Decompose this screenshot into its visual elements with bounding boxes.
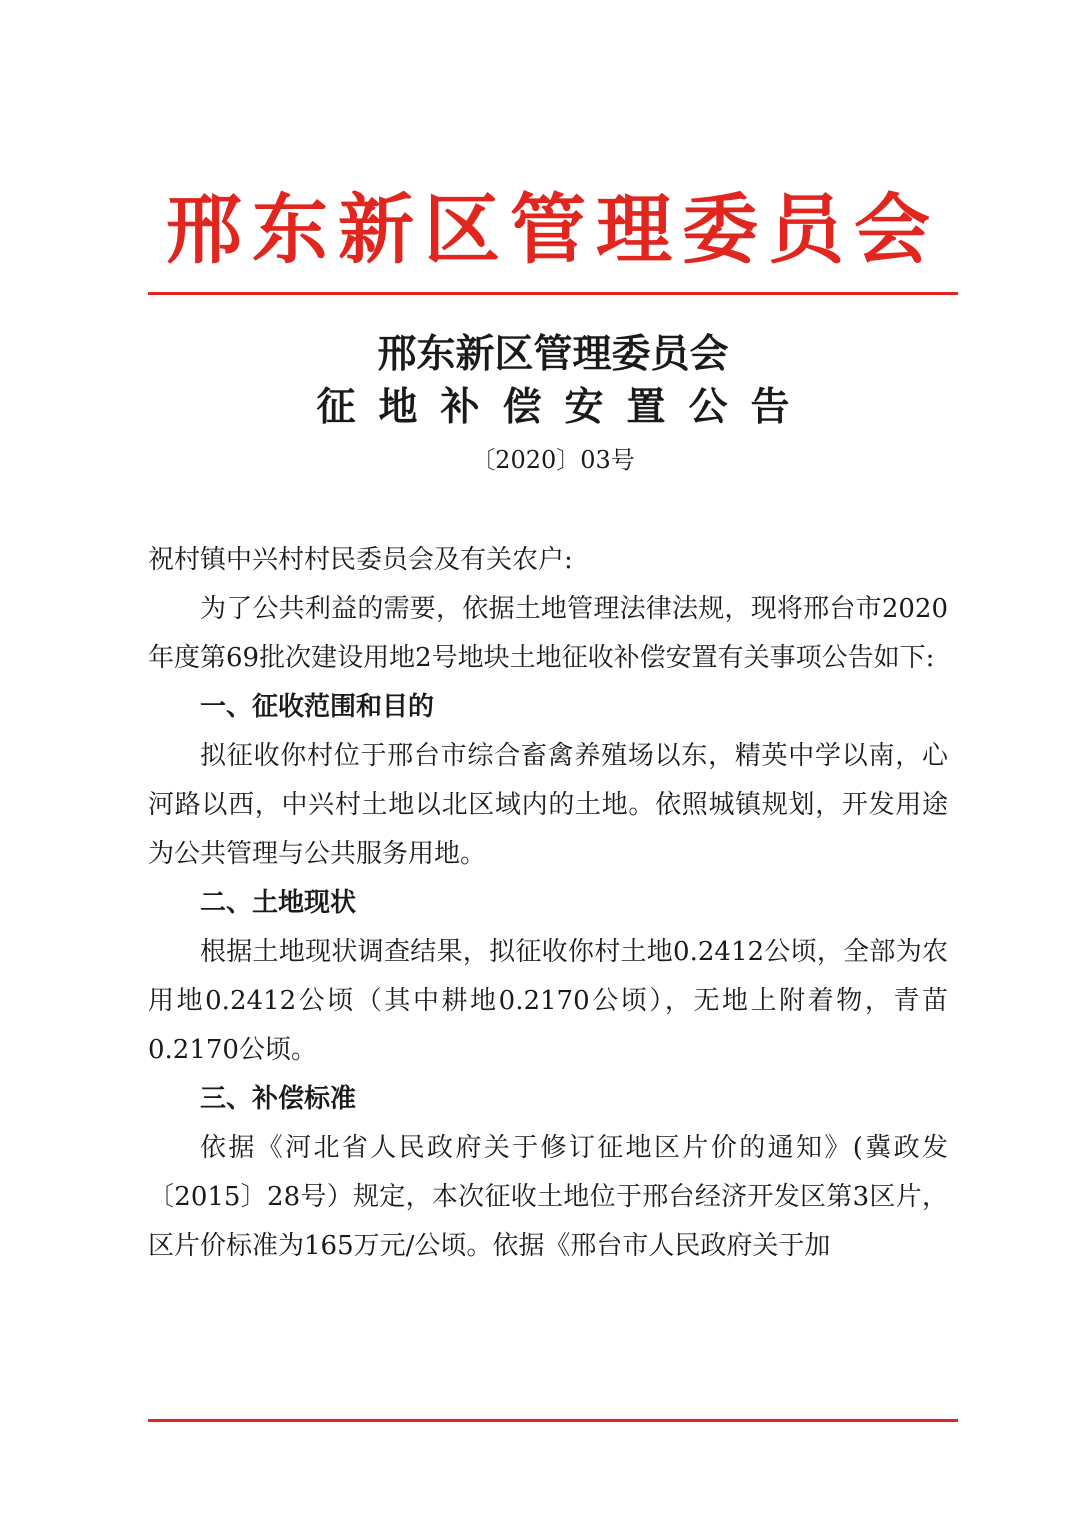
document-number: 〔2020〕03号 — [471, 446, 635, 474]
section-text-land-status: 根据土地现状调查结果，拟征收你村土地0.2412公顷，全部为农用地0.2412公顷（其中耕地0.2170公顷），无地上附着物，青苗0.2170公顷。 — [148, 937, 948, 1065]
document-title-issuer: 邢东新区管理委员会 — [377, 331, 729, 377]
footer-red-rule — [148, 1419, 958, 1422]
letterhead-org-name: 邢东新区管理委员会 — [166, 185, 940, 274]
document-body — [148, 536, 948, 1271]
letterhead-red-rule — [148, 292, 958, 295]
section-heading-land-status: 二、土地现状 — [200, 888, 357, 918]
section-heading-scope: 一、征收范围和目的 — [200, 692, 435, 722]
section-text-compensation: 依据《河北省人民政府关于修订征地区片价的通知》(冀政发〔2015〕28号）规定，本次征收土地位于邢台经济开发区第3区片，区片价标准为165万元/公顷。依据《邢台市人民政府关于加 — [148, 1133, 948, 1261]
section-heading-compensation: 三、补偿标准 — [200, 1084, 357, 1114]
intro-paragraph: 为了公共利益的需要，依据土地管理法律法规，现将邢台市2020年度第69批次建设用地2号地块土地征收补偿安置有关事项公告如下: — [148, 594, 948, 673]
salutation: 祝村镇中兴村村民委员会及有关农户: — [148, 545, 573, 575]
section-text-scope: 拟征收你村位于邢台市综合畜禽养殖场以东，精英中学以南，心河路以西，中兴村土地以北区域内的土地。依照城镇规划，开发用途为公共管理与公共服务用地。 — [148, 741, 948, 869]
document-title: 征地补偿安置公告 — [316, 384, 813, 430]
